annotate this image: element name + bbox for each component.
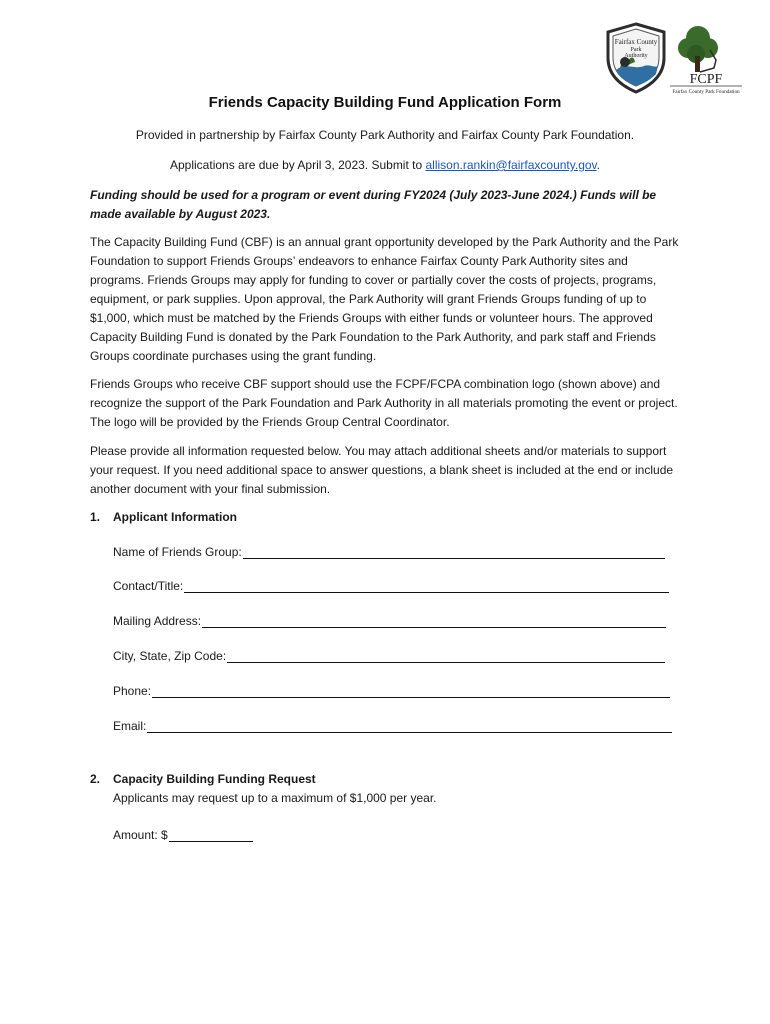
fcpf-tree-logo — [664, 20, 750, 96]
contact-title-input-line[interactable] — [184, 580, 669, 593]
city-state-zip-input-line[interactable] — [227, 650, 665, 663]
section-1-title: Applicant Information — [113, 510, 237, 524]
instructions-paragraph: Please provide all information requested below. You may attach additional sheets and/or materials to support your request. If you need additional space to answer questions, a blank sheet is included at the end or include another document with your final submission. — [90, 444, 674, 496]
combination-logo — [600, 18, 760, 98]
contact-title-field[interactable] — [113, 579, 669, 593]
section-2-subtitle: Applicants may request up to a maximum of $1,000 per year. — [113, 791, 437, 805]
amount-input-line[interactable] — [169, 829, 253, 842]
fcpa-shield-logo — [604, 22, 668, 94]
fcpf-logo-text: FCPF — [689, 72, 723, 87]
field-label: Name of Friends Group: — [113, 545, 242, 559]
mailing-address-input-line[interactable] — [202, 615, 666, 628]
submit-email-link[interactable]: allison.rankin@fairfaxcounty.gov — [425, 158, 597, 172]
city-state-zip-field[interactable] — [113, 649, 665, 663]
amount-label: Amount: $ — [113, 828, 168, 842]
phone-input-line[interactable] — [152, 685, 670, 698]
field-label: Contact/Title: — [113, 579, 184, 593]
partnership-line: Provided in partnership by Fairfax County Park Authority and Fairfax County Park Foundation. — [135, 128, 635, 142]
fcpa-logo-line1: Fairfax County — [614, 38, 658, 46]
amount-field[interactable] — [113, 828, 253, 842]
phone-field[interactable] — [113, 684, 670, 698]
fcpa-logo-line2: Park — [630, 47, 642, 53]
friends-group-name-field[interactable] — [113, 545, 665, 559]
section-1-number: 1. — [90, 510, 101, 524]
email-input-line[interactable] — [147, 720, 672, 733]
field-label: Email: — [113, 719, 147, 733]
funding-note: Funding should be used for a program or event during FY2024 (July 2023-June 2024.) Funds will be made available by August 2023. — [90, 188, 657, 221]
due-date-line — [0, 158, 770, 172]
email-field[interactable] — [113, 719, 672, 733]
fcpa-logo-line3: Authority — [624, 53, 648, 59]
cbf-description: The Capacity Building Fund (CBF) is an annual grant opportunity developed by the Park Authority and the Park Foundation to support Friends Groups’ endeavors to enhance Fairfax County Park Authority sites and programs. Friends Groups may apply for funding to cover or partially cover the costs of projects, programs, equipment, or park supplies. Upon approval, the Park Authority will grant Friends Groups funding of up to $1,000, which must be matched by the Friends Groups with either funds or volunteer hours. The approved Capacity Building Fund is donated by the Park Foundation to the Park Authority, and park staff and Friends Groups coordinate purchases using the grant funding. — [90, 235, 679, 363]
field-label: Mailing Address: — [113, 614, 202, 628]
fcpf-logo-subtext: Fairfax County Park Foundation — [672, 89, 740, 95]
field-label: City, State, Zip Code: — [113, 649, 227, 663]
form-title: Friends Capacity Building Fund Application Form — [208, 94, 562, 111]
section-2-title: Capacity Building Funding Request — [113, 772, 316, 786]
logo-usage-paragraph: Friends Groups who receive CBF support should use the FCPF/FCPA combination logo (shown above) and recognize the support of the Park Foundation and Park Authority in all materials promoting the event or project. The logo will be provided by the Friends Group Central Coordinator. — [90, 377, 678, 429]
due-date-text: Applications are due by April 3, 2023. Submit to — [170, 158, 426, 172]
field-label: Phone: — [113, 684, 152, 698]
section-2-number: 2. — [90, 772, 101, 786]
friends-group-name-input-line[interactable] — [243, 546, 665, 559]
due-date-suffix: . — [596, 158, 600, 172]
mailing-address-field[interactable] — [113, 614, 666, 628]
